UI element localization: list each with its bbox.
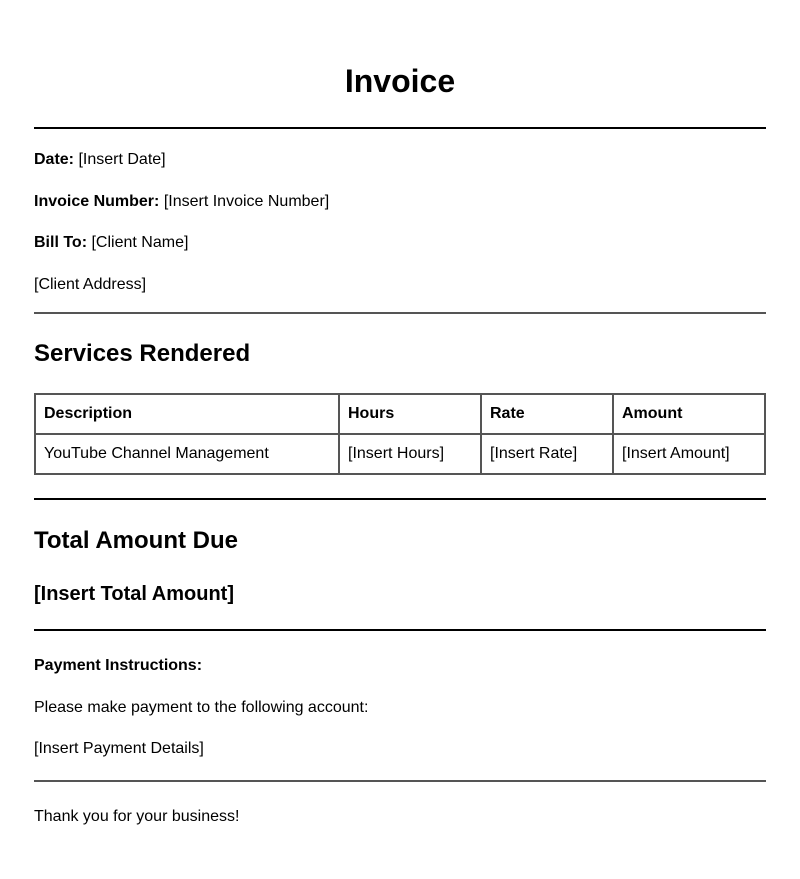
invoice-number-label: Invoice Number: (34, 193, 160, 210)
divider (34, 780, 766, 782)
date-label: Date: (34, 151, 75, 168)
services-heading: Services Rendered (34, 340, 251, 367)
cell-rate: [Insert Rate] (481, 434, 613, 474)
divider (34, 629, 766, 631)
date-value: [Insert Date] (78, 151, 166, 168)
divider (34, 312, 766, 314)
bill-to-line (34, 233, 188, 253)
cell-amount: [Insert Amount] (613, 434, 765, 474)
bill-to-label: Bill To: (34, 234, 88, 251)
date-line (34, 150, 166, 170)
client-name: [Client Name] (91, 234, 189, 251)
cell-description: YouTube Channel Management (35, 434, 339, 474)
invoice-number-line (34, 192, 329, 212)
column-header-amount: Amount (613, 394, 765, 434)
client-address: [Client Address] (34, 276, 147, 293)
invoice-number-value: [Insert Invoice Number] (163, 193, 330, 210)
payment-details: [Insert Payment Details] (34, 740, 204, 757)
cell-hours: [Insert Hours] (339, 434, 481, 474)
total-amount: [Insert Total Amount] (34, 583, 234, 605)
services-table (34, 393, 766, 475)
column-header-description: Description (35, 394, 339, 434)
total-heading: Total Amount Due (34, 527, 238, 554)
divider (34, 498, 766, 500)
table-header-row (35, 394, 765, 434)
column-header-rate: Rate (481, 394, 613, 434)
thank-you-note: Thank you for your business! (34, 808, 240, 825)
payment-text: Please make payment to the following account: (34, 699, 369, 716)
table-row (35, 434, 765, 474)
invoice-title: Invoice (344, 63, 456, 99)
payment-heading: Payment Instructions: (34, 657, 203, 674)
divider (34, 127, 766, 129)
column-header-hours: Hours (339, 394, 481, 434)
